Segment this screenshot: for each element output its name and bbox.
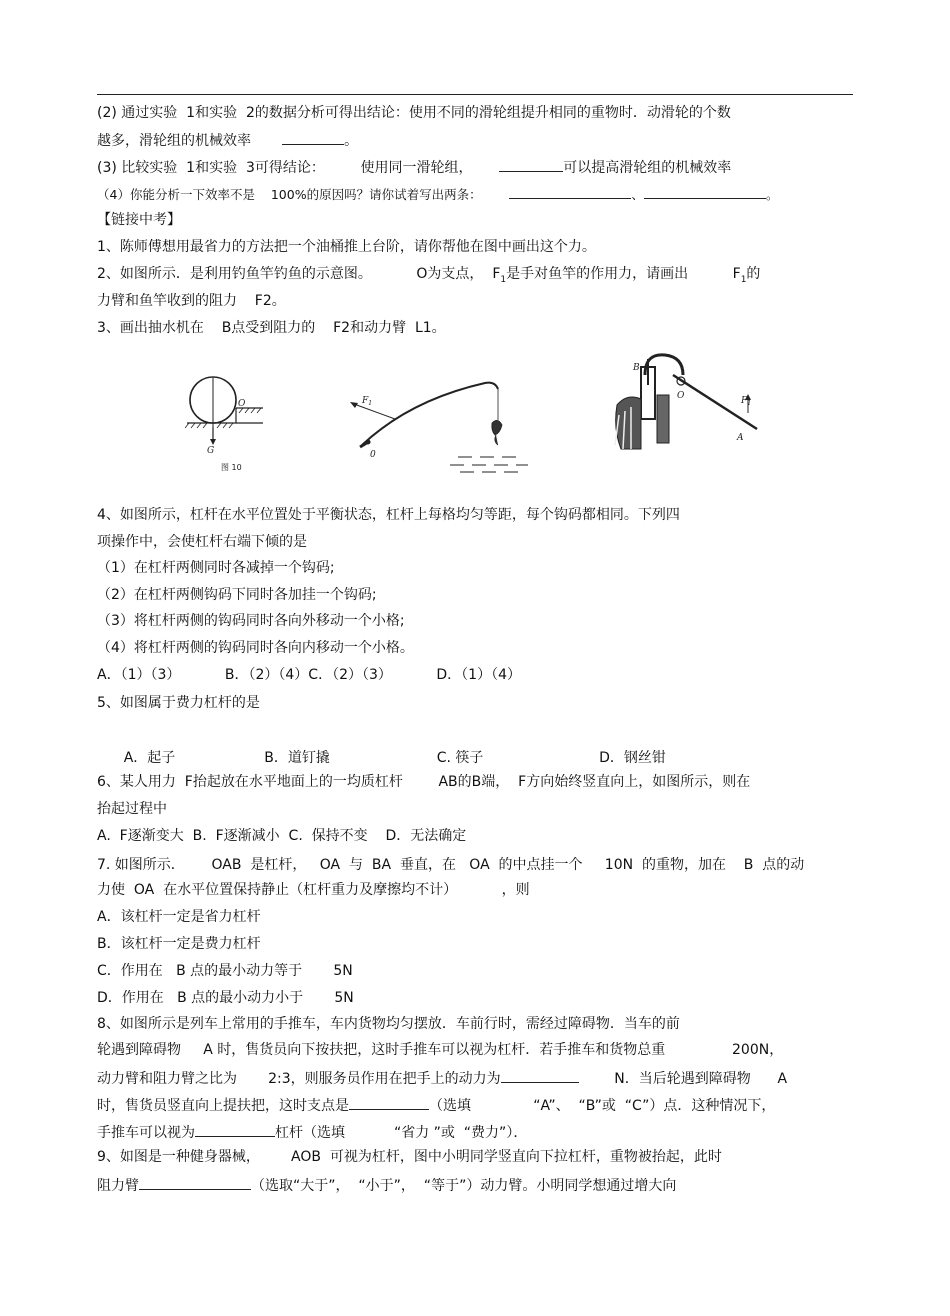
label-f1: $F_1$ bbox=[741, 396, 752, 407]
label-b: B bbox=[633, 363, 640, 373]
blank-efficiency[interactable] bbox=[282, 130, 344, 145]
q4-stem-cont: 项操作中，会使杠杆右端下倾的是 bbox=[97, 534, 307, 550]
q6-stem: 6、某人用力 F抬起放在水平地面上的一均质杠杆 AB的B端， F方向始终竖直向上，如图所示，则在 bbox=[97, 774, 751, 790]
blank-reason-2[interactable] bbox=[644, 184, 766, 199]
q5-choices: A．起子 B．道钉撬 C. 筷子 D．钢丝钳 bbox=[97, 750, 666, 766]
label-g: G bbox=[207, 446, 215, 456]
link-q2: 2、如图所示．是利用钓鱼竿钓鱼的示意图。 O为支点， $F_1$是手对鱼竿的作用力，请画出 $F_1$的 bbox=[97, 266, 761, 285]
label-o: O bbox=[677, 391, 685, 401]
q5-stem: 5、如图属于费力杠杆的是 bbox=[97, 695, 260, 711]
link-q2-cont: 力臂和鱼竿收到的阻力 F2。 bbox=[97, 293, 286, 309]
q8-line-2: 轮遇到障碍物 A 时，售货员向下按扶把，这时手推车可以视为杠杆．若手推车和货物总重 200N， bbox=[97, 1042, 784, 1058]
q4-line: （4）你能分析一下效率不是 100%的原因吗？请你试着写出两条： 、 。 bbox=[97, 184, 778, 204]
q8-line-3: 动力臂和阻力臂之比为 2:3，则服务员作用在把手上的动力为 N．当后轮遇到障碍物 A bbox=[97, 1068, 787, 1088]
q9-line-2: 阻力臂 （选取“大于”， “小于”， “等于”）动力臂。小明同学想通过增大向 bbox=[97, 1175, 676, 1195]
q7-option-a: A．该杠杆一定是省力杠杆 bbox=[97, 909, 261, 925]
q7-stem-cont: 力使 OA 在水平位置保持静止（杠杆重力及摩擦均不计） ，则 bbox=[97, 882, 530, 898]
q9-stem: 9、如图是一种健身器械， AOB 可视为杠杆，图中小明同学竖直向下拉杠杆，重物被抬起，此时 bbox=[97, 1149, 722, 1165]
blank-lever-type[interactable] bbox=[195, 1122, 275, 1137]
q2-line: (2) 通过实验 1和实验 2的数据分析可得出结论：使用不同的滑轮组提升相同的重物时．动滑轮的个数 bbox=[97, 105, 731, 121]
q7-option-b: B．该杠杆一定是费力杠杆 bbox=[97, 936, 261, 952]
link-q1: 1、陈师傅想用最省力的方法把一个油桶推上台阶，请你帮他在图中画出这个力。 bbox=[97, 239, 596, 255]
blank-force[interactable] bbox=[501, 1068, 579, 1083]
q2-line-cont: 越多，滑轮组的机械效率 。 bbox=[97, 130, 358, 150]
q6-choices: A. F逐渐变大 B. F逐渐减小 C. 保持不变 D．无法确定 bbox=[97, 828, 467, 844]
oil-drum-figure bbox=[185, 370, 270, 480]
top-rule bbox=[97, 94, 853, 95]
label-o: O bbox=[238, 399, 246, 409]
q4-stem: 4、如图所示，杠杆在水平位置处于平衡状态，杠杆上每格均匀等距，每个钩码都相同。下列四 bbox=[97, 507, 680, 523]
link-q3: 3、画出抽水机在 B点受到阻力的 F2和动力臂 L1。 bbox=[97, 320, 446, 336]
q8-line-4: 时，售货员竖直向上提扶把，这时支点是 （选填 “A”、 “B”或 “C”）点．这种情况下， bbox=[97, 1095, 775, 1115]
q6-stem-cont: 抬起过程中 bbox=[97, 801, 167, 817]
fishing-rod-figure bbox=[340, 375, 540, 480]
water-pump-figure bbox=[605, 345, 765, 460]
q8-line-5: 手推车可以视为 杠杆（选填 “省力 ”或 “费力”）． bbox=[97, 1122, 527, 1142]
q4-option-1: （1）在杠杆两侧同时各减掉一个钩码; bbox=[97, 560, 335, 576]
blank-reason-1[interactable] bbox=[509, 184, 631, 199]
q7-stem: 7. 如图所示． OAB 是杠杆， OA 与 BA 垂直，在 OA 的中点挂一个 10N 的重物，加在 B 点的动 bbox=[97, 857, 805, 873]
blank-improve[interactable] bbox=[499, 157, 563, 172]
section-heading: 【链接中考】 bbox=[97, 212, 181, 228]
q4-option-2: （2）在杠杆两侧钩码下同时各加挂一个钩码; bbox=[97, 587, 377, 603]
figure-caption: 图 10 bbox=[221, 463, 242, 472]
q3-line: (3) 比较实验 1和实验 3可得结论： 使用同一滑轮组， 可以提高滑轮组的机械效率 bbox=[97, 157, 731, 177]
blank-fulcrum[interactable] bbox=[349, 1095, 429, 1110]
q4-option-3: （3）将杠杆两侧的钩码同时各向外移动一个小格; bbox=[97, 613, 405, 629]
label-o: 0 bbox=[370, 450, 376, 460]
q8-stem: 8、如图所示是列车上常用的手推车，车内货物均匀摆放．车前行时，需经过障碍物．当车的前 bbox=[97, 1016, 680, 1032]
q4-choices: A．（1）（3） B．（2）（4）C．（2）（3） D．（1）（4） bbox=[97, 667, 521, 683]
q7-option-d: D．作用在 B 点的最小动力小于 5N bbox=[97, 990, 354, 1006]
q4-option-4: （4）将杠杆两侧的钩码同时各向内移动一个小格。 bbox=[97, 640, 414, 656]
label-f1: $F_1$ bbox=[362, 396, 373, 407]
q7-option-c: C．作用在 B 点的最小动力等于 5N bbox=[97, 963, 353, 979]
blank-arm-compare[interactable] bbox=[139, 1175, 251, 1190]
label-a: A bbox=[737, 433, 744, 443]
